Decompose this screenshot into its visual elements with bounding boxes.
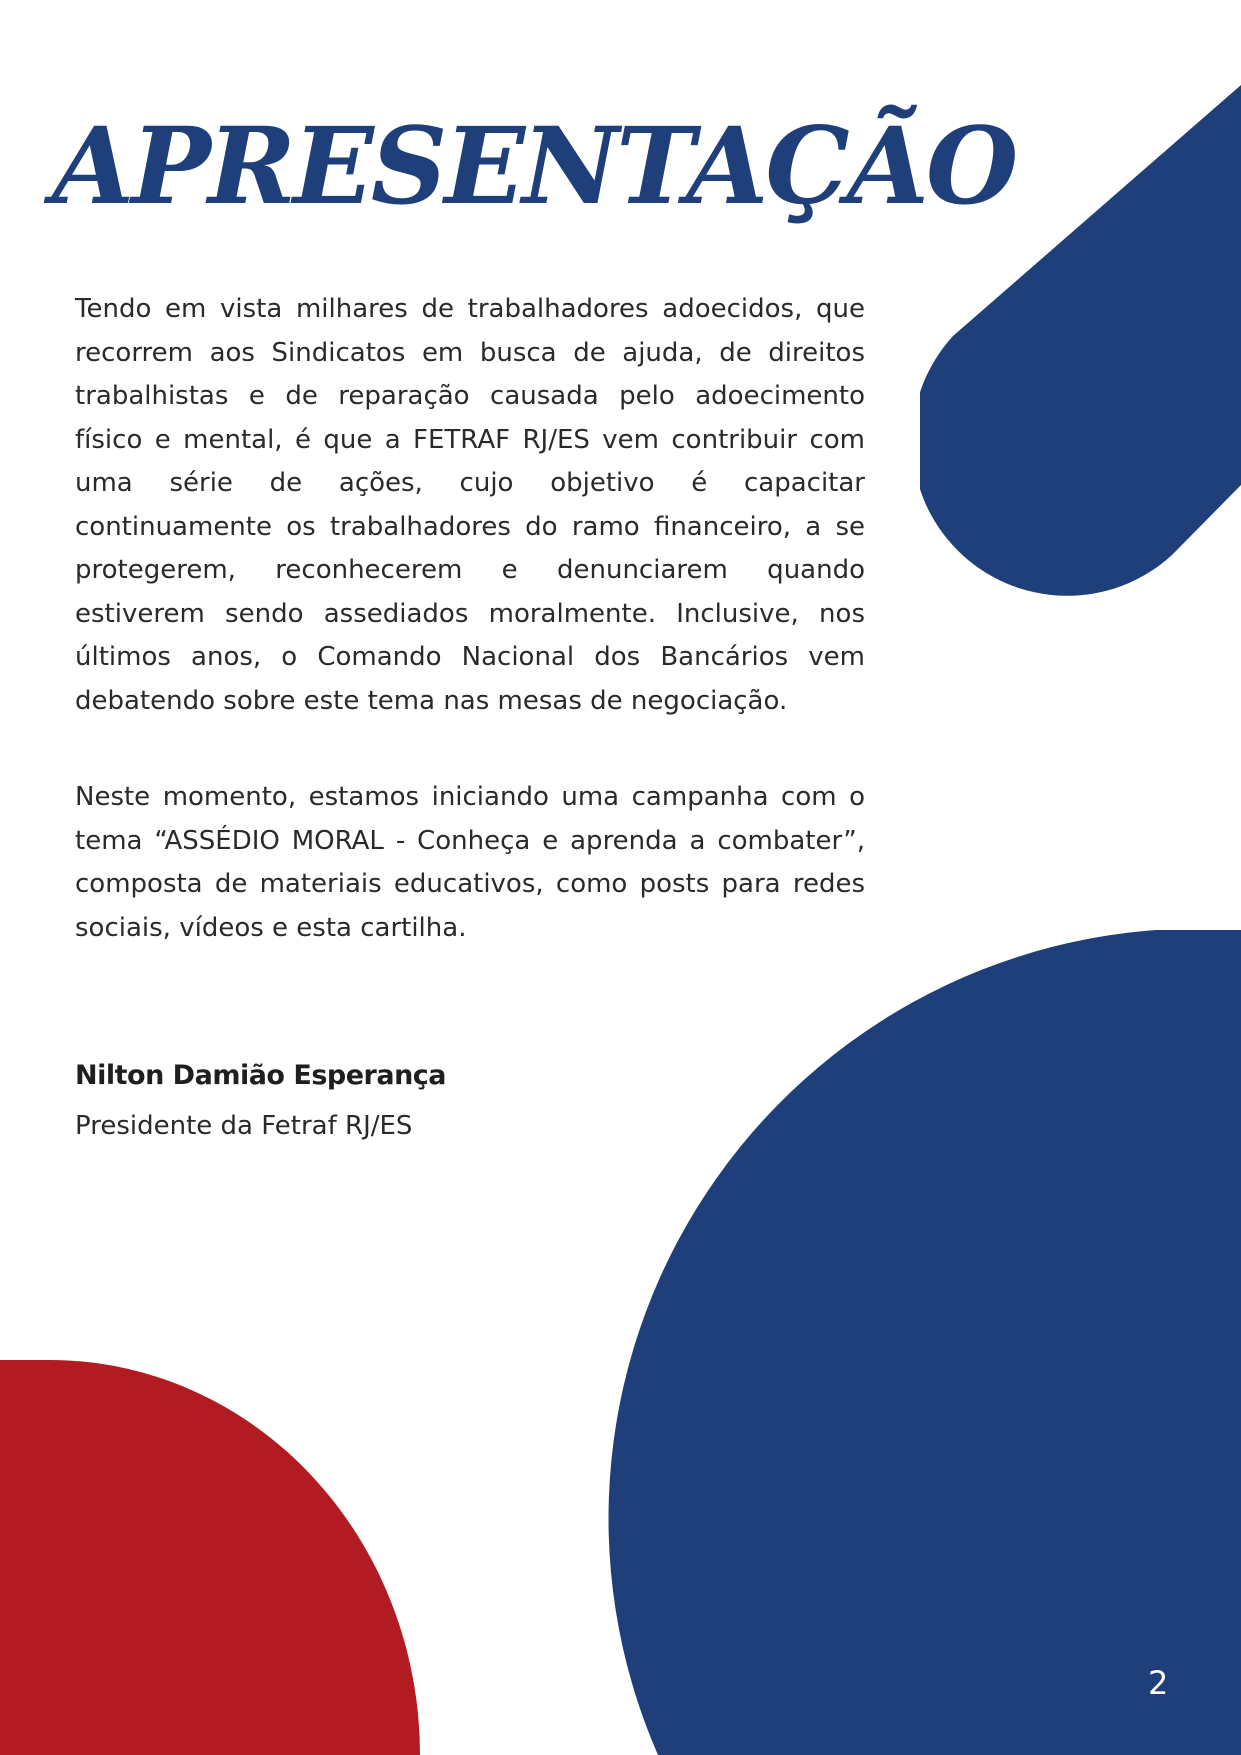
- signature-name: Nilton Damião Esperança: [75, 1060, 447, 1091]
- decorative-red-half-circle: [0, 1360, 430, 1755]
- campaign-paragraph: Neste momento, estamos iniciando uma campanha com o tema “ASSÉDIO MORAL - Conheça e aprenda a combater”, composta de materiais educativos, como posts para redes sociais, vídeos e esta cartilha.: [75, 782, 865, 943]
- decorative-blue-quarter-circle: [600, 930, 1241, 1755]
- page-number: 2: [1148, 1664, 1169, 1702]
- signature-role: Presidente da Fetraf RJ/ES: [75, 1111, 413, 1141]
- page-title: APRESENTAÇÃO: [52, 103, 1016, 228]
- intro-paragraph: Tendo em vista milhares de trabalhadores adoecidos, que recorrem aos Sindicatos em busca de ajuda, de direitos trabalhistas e de reparação causada pelo adoecimento físico e mental, é que a FETRAF RJ/ES vem contribuir com uma série de ações, cujo objetivo é capacitar continuamente os trabalhadores do ramo financeiro, a se protegerem, reconhecerem e denunciarem quando estiverem sendo assediados moralmente. Inclusive, nos últimos anos, o Comando Nacional dos Bancários vem debatendo sobre este tema nas mesas de negociação.: [75, 294, 865, 716]
